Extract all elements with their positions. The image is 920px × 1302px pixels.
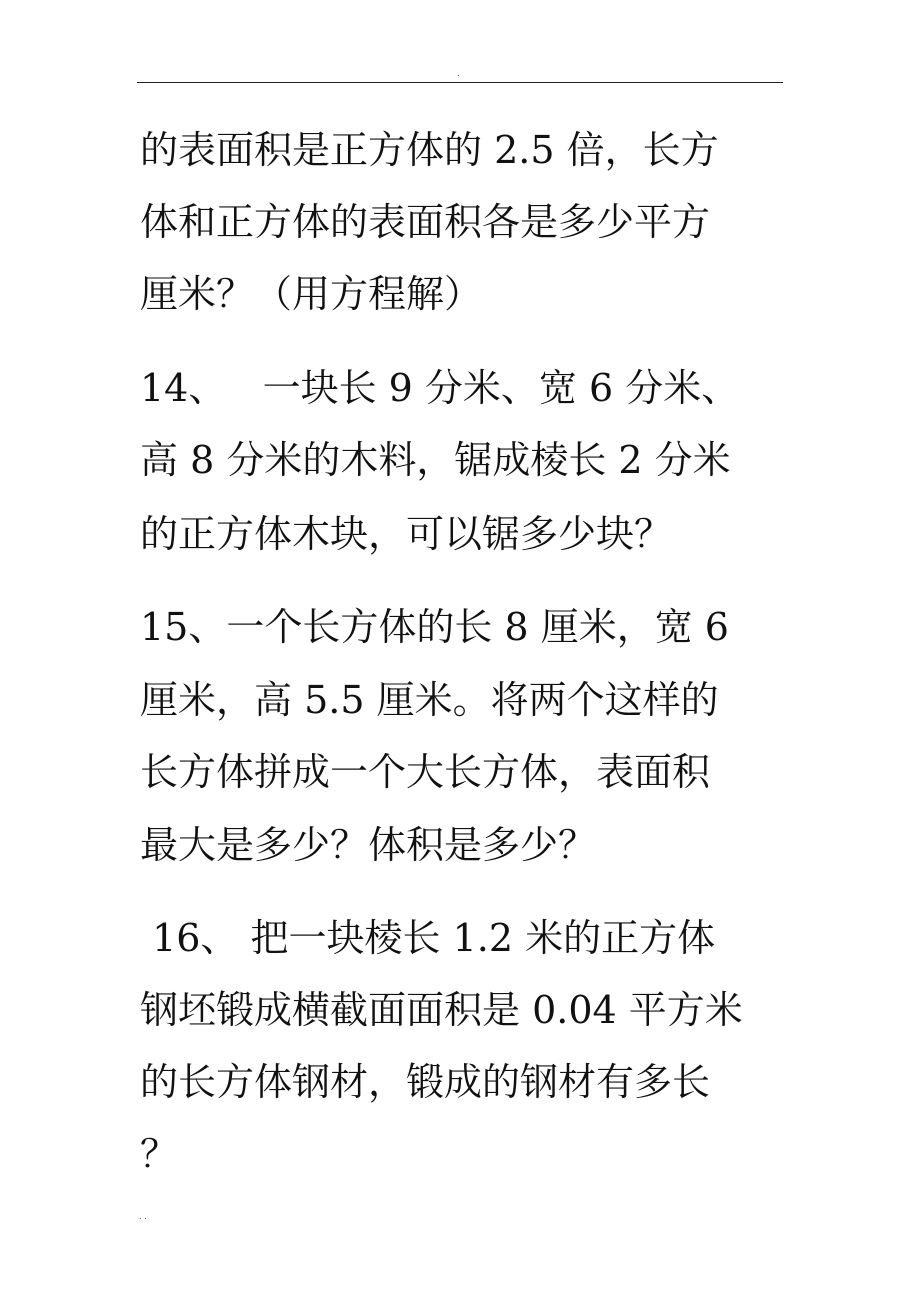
text-line: 16、 把一块棱长 1.2 米的正方体 (140, 916, 716, 960)
text-line: 长方体拼成一个大长方体，表面积 (140, 750, 711, 794)
header-mark: . (457, 69, 460, 78)
text-line: ？ (140, 1132, 179, 1176)
text-line: 厘米？（用方程解） (140, 272, 483, 316)
text-line: 体和正方体的表面积各是多少平方 (140, 200, 711, 244)
text-line: 15、一个长方体的长 8 厘米，宽 6 (140, 605, 729, 649)
text-line: 高 8 分米的木料，锯成棱长 2 分米 (140, 438, 731, 482)
header-rule (137, 82, 783, 83)
footer-mark: . . (139, 1212, 147, 1221)
text-line: 的长方体钢材，锻成的钢材有多长 (140, 1060, 711, 1104)
text-line: 钢坯锻成横截面面积是 0.04 平方米 (140, 988, 743, 1032)
text-line: 最大是多少？体积是多少？ (140, 823, 597, 867)
text-line: 的正方体木块，可以锯多少块？ (140, 512, 673, 556)
text-line: 厘米，高 5.5 厘米。将两个这样的 (140, 678, 719, 722)
text-line: 的表面积是正方体的 2.5 倍，长方 (140, 128, 719, 172)
text-line: 14、 一块长 9 分米、宽 6 分米、 (140, 366, 740, 410)
